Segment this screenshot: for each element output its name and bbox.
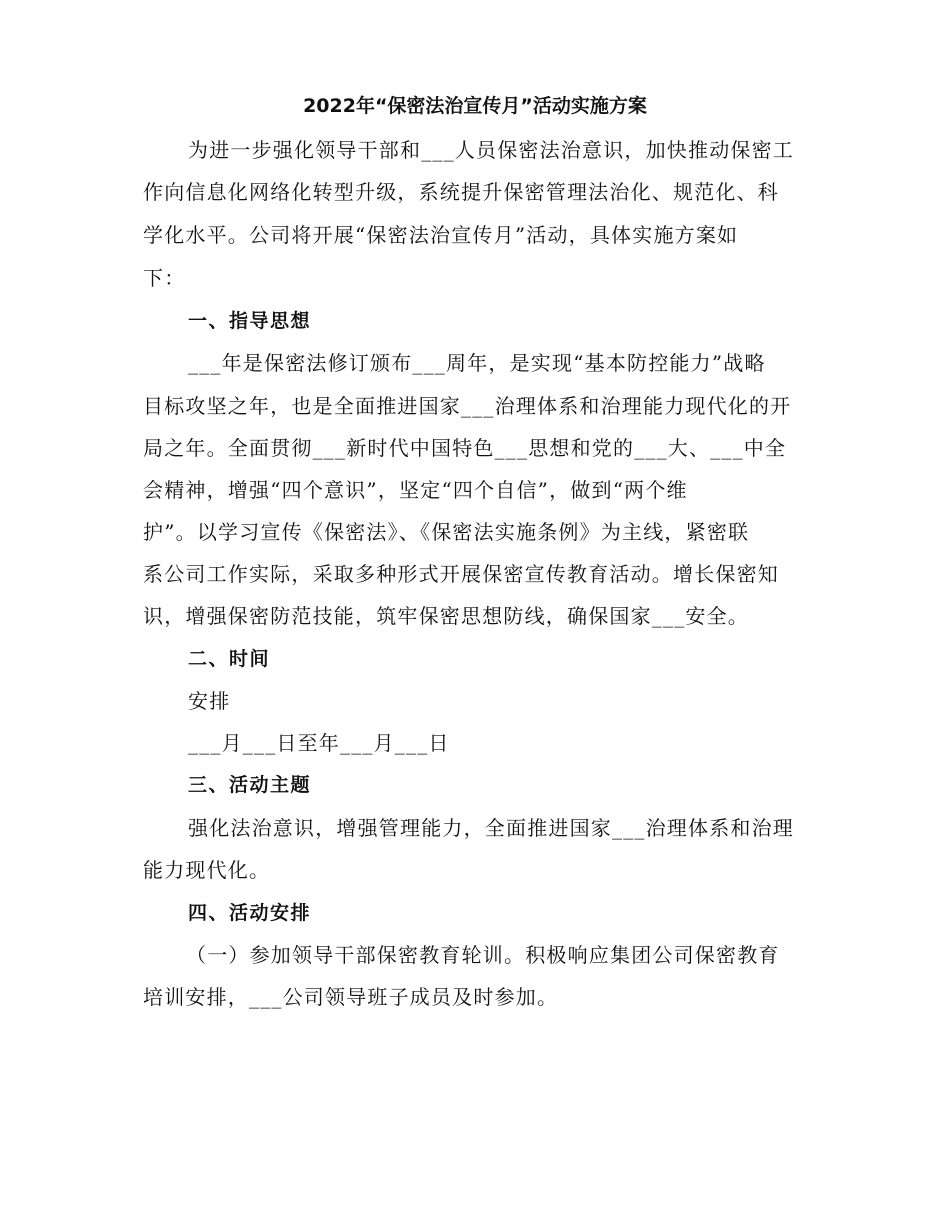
section1-line: 护”。以学习宣传《保密法》、《保密法实施条例》为主线，紧密联 bbox=[143, 520, 750, 544]
intro-line: 下： bbox=[143, 266, 186, 290]
section2-line: ___月___日至年___月___日 bbox=[188, 731, 450, 755]
section3-line: 强化法治意识，增强管理能力，全面推进国家___治理体系和治理 bbox=[188, 816, 794, 840]
section-heading-theme: 三、活动主题 bbox=[188, 774, 312, 796]
section-heading-guiding-thought: 一、指导思想 bbox=[188, 310, 312, 332]
section4-line: 培训安排，___公司领导班子成员及时参加。 bbox=[143, 985, 559, 1009]
section-heading-time: 二、时间 bbox=[188, 648, 271, 670]
section1-line: ___年是保密法修订颁布___周年，是实现“基本防控能力”战略 bbox=[188, 351, 766, 375]
intro-line: 学化水平。公司将开展“保密法治宣传月”活动，具体实施方案如 bbox=[143, 223, 739, 247]
section4-line: （一）参加领导干部保密教育轮训。积极响应集团公司保密教育 bbox=[186, 943, 780, 967]
section1-line: 会精神，增强“四个意识”，坚定“四个自信”，做到“两个维 bbox=[143, 478, 688, 502]
intro-line: 作向信息化网络化转型升级，系统提升保密管理法治化、规范化、科 bbox=[143, 180, 779, 204]
section-heading-activities: 四、活动安排 bbox=[188, 902, 312, 924]
section1-line: 局之年。全面贯彻___新时代中国特色___思想和党的___大、___中全 bbox=[143, 436, 787, 460]
document-title: 2022年“保密法治宣传月”活动实施方案 bbox=[303, 95, 647, 117]
intro-line: 为进一步强化领导干部和___人员保密法治意识，加快推动保密工 bbox=[188, 138, 794, 162]
section3-line: 能力现代化。 bbox=[143, 858, 271, 882]
section1-line: 系公司工作实际，采取多种形式开展保密宣传教育活动。增长保密知 bbox=[143, 562, 779, 586]
section1-line: 目标攻坚之年，也是全面推进国家___治理体系和治理能力现代化的开 bbox=[143, 394, 792, 418]
section2-line: 安排 bbox=[188, 689, 231, 713]
section1-line: 识，增强保密防范技能，筑牢保密思想防线，确保国家___安全。 bbox=[143, 604, 749, 628]
